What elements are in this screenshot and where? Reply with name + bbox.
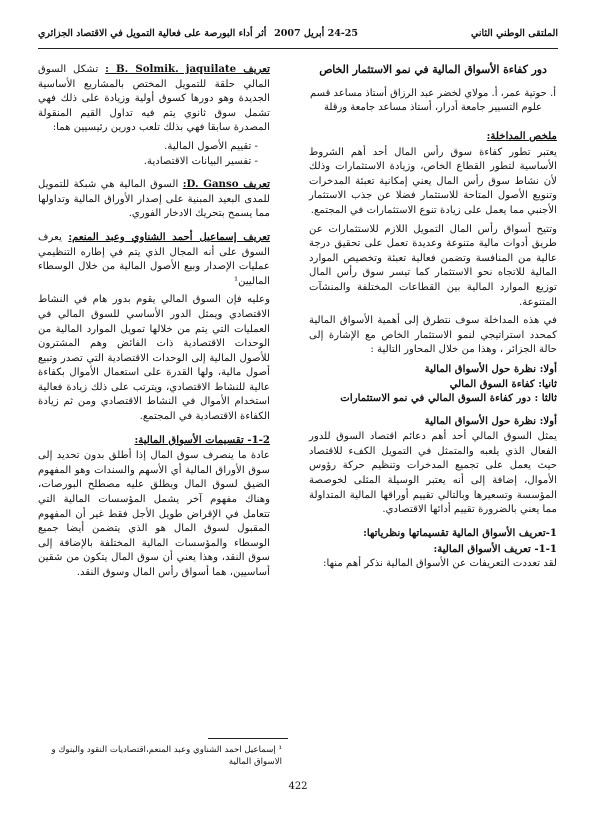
- footnote-divider: [208, 738, 288, 739]
- header-topic: أثر أداء البورصة على فعالية التمويل في الاقتصاد الجزائري: [38, 28, 267, 39]
- section-1-2-heading: 1-2- تقسيمات الأسواق المالية:: [134, 433, 270, 446]
- bullet-item-2: - تفسير البيانات الاقتصادية.: [143, 155, 258, 167]
- section-1-paragraph: يمثل السوق المالي أحد أهم دعائم اقتصاد السوق للدور الفعال الذي يلعبه والمتمثل في التمويل الكفء للاقتصاد حيث يعمل على تجميع المدخرات وتنظيم حركة رؤوس الأموال، إضافة إلى أنه يعتبر الوسيلة المثلى لخوصصة المؤسسة وتسعيرها وبالتالي تقييم أوراقها المالية المتداولة مما يعني بالضرورة تقييم أدائها الاقتصادي.: [309, 431, 557, 516]
- axis-1: أولا: نظرة حول الأسواق المالية: [424, 362, 557, 375]
- bullet-item-1: - تقييم الأصول المالية.: [164, 140, 258, 152]
- article-title: دور كفاءة الأسواق المالية في نمو الاستثمار الخاص: [319, 63, 547, 76]
- summary-paragraph-1: يعتبر تطور كفاءة سوق رأس المال أحد أهم الشروط الأساسية لتطور القطاع الخاص، وزيادة الاستثمارات وذلك لأن نشاط سوق رأس المال يعني إمكانية تعبئة المدخرات وتنويع الأصول المتاحة للاستثمار فضلا عن جذب الاستثمار الأجنبي مما يعمل على زيادة تنوع الاستثمارات في المجتمع.: [309, 146, 557, 216]
- definition-ganso-label: تعريف D. Ganso:: [182, 178, 270, 191]
- body-paragraph-divisions: عادة ما ينصرف سوق المال إذا أطلق بدون تحديد إلى سوق الأوراق المالية أي الأسهم والسندات وهو المفهوم الضيق لسوق المال ويطلق عليه مصطلح البورصات، وهناك مفهوم آخر يشمل المؤسسات المالية التي تتعامل في الإقراض طويل الأجل فقط غير أن المفهوم المقبول لسوق المال هو الذي يتضمن أيضا جميع الوسطاء والمؤسسات المالية المختلفة بالإضافة إلى سوق النقد، وهذا يعني أن سوق المال يتكون من شقين أساسيين، هما أسواق رأس المال وسوق النقد.: [38, 450, 270, 578]
- right-column: [309, 62, 557, 576]
- definition-solmik: [38, 62, 270, 136]
- definition-shenawi-label: تعريف إسماعيل أحمد الشناوي وعبد المنعم:: [68, 230, 270, 243]
- header-divider: [38, 48, 558, 49]
- section-1-1-1-heading: 1-1- تعريف الأسواق المالية:: [433, 543, 557, 556]
- page-number: 422: [288, 781, 308, 792]
- definition-solmik-text: تشكل السوق المالي حلقة للتمويل المختص بالمشاريع الأساسية الجديدة وهو دورها كسوق أولية وزيادة على ذلك فهي تشمل سوق ثانوي يتم فيه تداول القيم المنقولة المصدرة سابقا فهي بذلك تلعب دورين رئيسيين هما:: [38, 64, 270, 134]
- footnote: ¹ إسماعيل احمد الشناوي وعبد المنعم،اقتصاديات النقود والبنوك و الاسواق المالية: [51, 745, 282, 767]
- axis-2: ثانيا: كفاءة السوق المالي: [449, 377, 557, 390]
- header-conference: الملتقى الوطني الثاني: [470, 28, 558, 39]
- definition-shenawi-text: يعرف السوق على أنه المجال الذي يتم في إطاره التنظيمي عمليات الإصدار وبيع الأصول المالية من خلال الوسطاء الماليين¹: [38, 231, 270, 287]
- header-dates: 24-25 أبريل 2007: [274, 28, 358, 39]
- body-paragraph-role: وعليه فإن السوق المالي يقوم بدور هام في النشاط الاقتصادي ويمثل الدور الأساسي للسوق المالي في العمليات التي يتم من خلالها تمويل الموارد المالية من الوحدات الاقتصادية ذات الفائض وهم المشترون للأصول المالية إلى الوحدات الاقتصادية التي تصدر وتبيع أصول مالية، ولها القدرة على استعمال الأموال بكفاءة عالية للنشاط الاقتصادي، ويترتب على ذلك زيادة فعالية استخدام الأموال في النشاط الاقتصادي ومن ثم زيادة الكفاءة الاقتصادية في المجتمع.: [38, 294, 270, 423]
- definition-ganso-text: السوق المالية هي شبكة للتمويل للمدى البعيد المبنية على إصدار الأوراق المالية وتداولها مما يسمح بتحريك الادخار الفوري.: [38, 179, 270, 220]
- section-1-1-heading: 1-تعريف الأسواق المالية تقسيماتها ونظرياتها:: [363, 526, 557, 539]
- article-authors: أ. حوتية عمر، أ. مولاي لخضر عبد الرزاق أستاذ مساعد قسم علوم التسيير جامعة أدرار، أستاذ مساعد جامعة ورقلة: [310, 88, 556, 113]
- definition-shenawi: [38, 230, 270, 289]
- left-column: [38, 62, 270, 585]
- axis-3: ثالثا : دور كفاءة السوق المالي في نمو الاستثمارات: [340, 392, 557, 405]
- summary-paragraph-3: في هذه المداخلة سوف نتطرق إلى أهمية الأسواق المالية كمحدد استراتيجي لنمو الاستثمار الخاص مع الإشارة إلى حالة الجزائر ، وهذا من خلال المحاور التالية :: [309, 315, 557, 356]
- definitions-intro: لقد تعددت التعريفات عن الأسواق المالية نذكر أهم منها:: [323, 558, 557, 570]
- summary-heading: ملخص المداخلة:: [486, 130, 557, 142]
- summary-paragraph-2: وتتيح أسواق رأس المال التمويل اللازم للاستثمارات عن طريق أدوات مالية متنوعة وعديدة تعمل على تحقيق درجة عالية من المنافسة وتضمن فعالية تعبئة وتخصيص الموارد المالية للاتجاه نحو الاستثمار كما تيسر سوق رأس المال توزيع الموارد المالية بين القطاعات المختلفة والمنشآت المتنوعة.: [309, 223, 557, 308]
- definition-solmik-label: تعريف B. Solmik. jaquilate :: [105, 63, 270, 75]
- section-1-heading: أولا: نظرة حول الأسواق المالية: [424, 414, 557, 427]
- definition-ganso: [38, 177, 270, 222]
- running-header: [38, 28, 558, 44]
